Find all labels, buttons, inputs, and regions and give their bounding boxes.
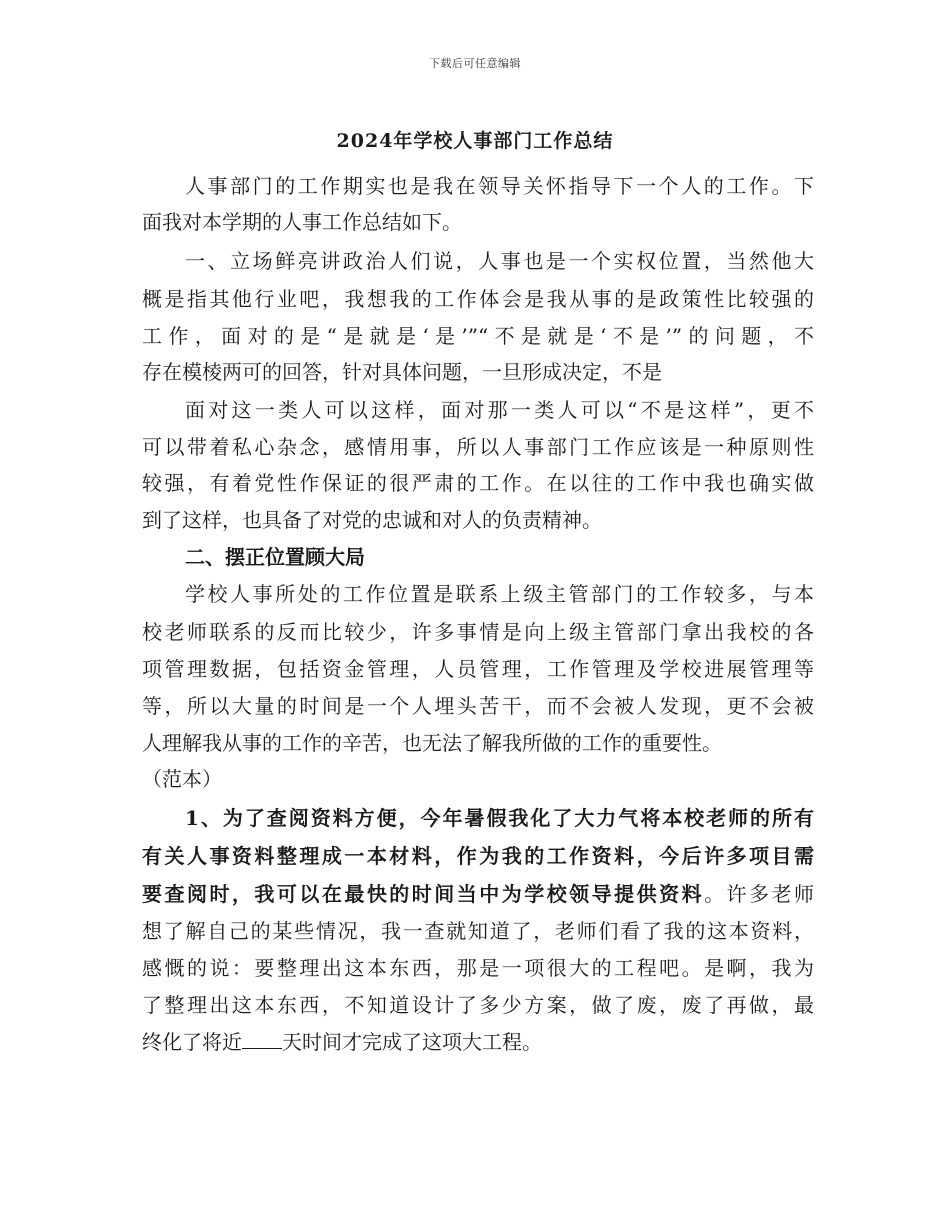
paragraph-line: 可以带着私心杂念，感情用事，所以人事部门工作应该是一种原则性 xyxy=(142,435,814,459)
paragraph-line: 面我对本学期的人事工作总结如下。 xyxy=(142,210,462,234)
paragraph-line xyxy=(142,880,814,908)
paragraph-line: 学校人事所处的工作位置是联系上级主管部门的工作较多，与本 xyxy=(185,582,814,606)
document-title: 2024年学校人事部门工作总结 xyxy=(336,130,614,152)
paragraph-line: 面对这一类人可以这样，面对那一类人可以“不是这样”，更不 xyxy=(185,398,814,422)
paragraph-line: 感慨的说：要整理出这本东西，那是一项很大的工程吧。是啊，我为 xyxy=(142,956,814,980)
paragraph-line: 人理解我从事的工作的辛苦，也无法了解我所做的工作的重要性。 xyxy=(142,731,722,755)
paragraph-line: 了整理出这本东西，不知道设计了多少方案，做了废，废了再做，最 xyxy=(142,993,814,1017)
paragraph-line: （范本） xyxy=(142,767,222,791)
paragraph-line: 等，所以大量的时间是一个人埋头苦干，而不会被人发现，更不会被 xyxy=(142,694,814,718)
paragraph-line: 项管理数据，包括资金管理，人员管理，工作管理及学校进展管理等 xyxy=(142,657,814,681)
paragraph-line: 概是指其他行业吧，我想我的工作体会是我从事的是政策性比较强的 xyxy=(142,287,814,311)
paragraph-line: 校老师联系的反而比较少，许多事情是向上级主管部门拿出我校的各 xyxy=(142,620,814,644)
paragraph-line: 想了解自己的某些情况，我一查就知道了，老师们看了我的这本资料， xyxy=(142,919,814,943)
plain-text: 天时间才完成了这项大工程。 xyxy=(282,1030,542,1054)
paragraph-line: 工作，面对的是“是就是‘是’”“不是就是‘不是’”的问题，不 xyxy=(142,324,814,348)
paragraph-line xyxy=(142,1028,814,1056)
bold-text: 要查阅时，我可以在最快的时间当中为学校领导提供资料 xyxy=(142,882,705,906)
plain-text: 终化了将近 xyxy=(142,1030,242,1054)
plain-text: 。许多老师 xyxy=(704,882,815,906)
header-note: 下载后可任意编辑 xyxy=(429,57,521,70)
paragraph-line: 较强，有着党性作保证的很严肃的工作。在以往的工作中我也确实做 xyxy=(142,471,814,495)
paragraph-line: 人事部门的工作期实也是我在领导关怀指导下一个人的工作。下 xyxy=(185,174,814,198)
paragraph-line: 存在模棱两可的回答，针对具体问题，一旦形成决定，不是 xyxy=(142,360,662,384)
paragraph-line: 1、为了查阅资料方便，今年暑假我化了大力气将本校老师的所有 xyxy=(185,806,814,830)
paragraph-line: 到了这样，也具备了对党的忠诚和对人的负责精神。 xyxy=(142,508,602,532)
paragraph-line: 有关人事资料整理成一本材料，作为我的工作资料，今后许多项目需 xyxy=(142,844,814,868)
fill-in-blank xyxy=(242,1030,282,1049)
section-heading: 二、摆正位置顾大局 xyxy=(185,545,365,569)
paragraph-line: 一、立场鲜亮讲政治人们说，人事也是一个实权位置，当然他大 xyxy=(185,249,814,273)
